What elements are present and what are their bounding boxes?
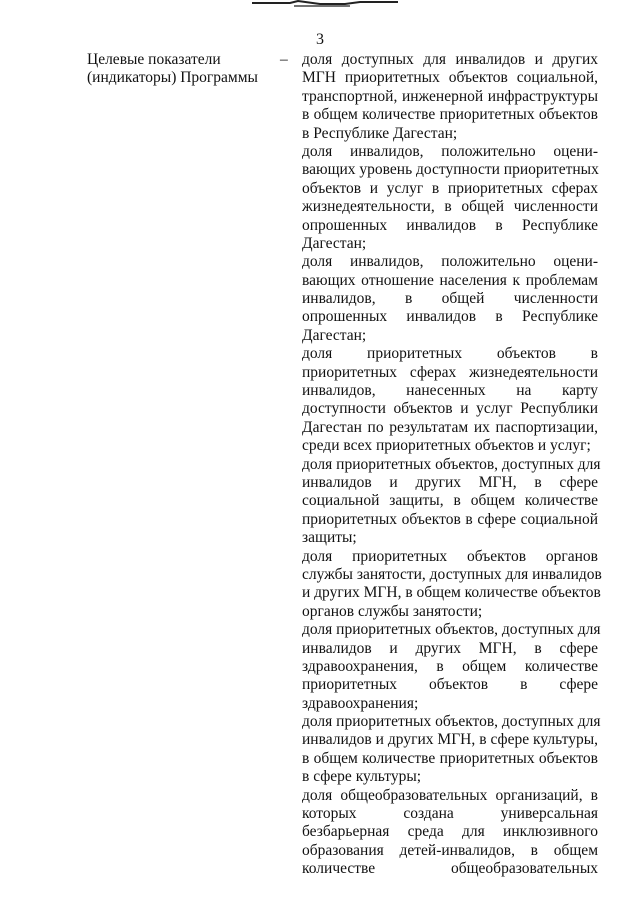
indicator-item (302, 621, 601, 713)
indicator-line: которых создана универсальная (302, 805, 598, 823)
indicators-label-line: Целевые показатели (87, 51, 221, 68)
indicator-line: доля приоритетных объектов органов (302, 547, 598, 565)
indicators-label (87, 51, 277, 88)
indicator-line: инвалидов, нанесенных на карту (302, 382, 598, 400)
indicator-line: доля приоритетных объектов в (302, 345, 598, 363)
indicator-line: в общем количестве приоритетных объектов (302, 106, 598, 124)
indicator-item (302, 143, 598, 253)
indicator-line: количестве общеобразовательных (302, 860, 598, 878)
indicator-line: опрошенных инвалидов в Республике (302, 216, 598, 234)
indicator-line: инвалидов и других МГН, в сфере (302, 639, 598, 657)
indicator-line: безбарьерная среда для инклюзивного (302, 823, 598, 841)
indicators-label-line: (индикаторы) Программы (87, 69, 258, 87)
indicator-line: доля общеобразовательных организаций, в (302, 786, 598, 804)
scan-artifact-mark (250, 0, 400, 8)
indicator-line: доступности объектов и услуг Республики (302, 400, 598, 418)
indicator-line: вающих отношение населения к проблемам (302, 271, 598, 289)
indicator-line: объектов и услуг в приоритетных сферах (302, 179, 598, 197)
indicator-line: защиты; (302, 529, 357, 547)
separator-dash: – (280, 51, 288, 68)
indicator-line: в общем количестве приоритетных объектов (302, 749, 598, 767)
indicator-line: в Республике Дагестан; (302, 124, 458, 142)
indicator-line: инвалидов, в общей численности (302, 290, 598, 308)
indicator-line: инвалидов и других МГН, в сфере культуры, (302, 731, 598, 749)
indicator-line: Дагестан; (302, 234, 367, 252)
indicator-line: здравоохранения; (302, 694, 419, 712)
indicators-list (302, 51, 602, 879)
indicator-line: жизнедеятельности, в общей численности (302, 198, 598, 216)
indicator-item (302, 253, 598, 345)
page-number: 3 (316, 31, 324, 48)
indicator-item (302, 547, 602, 622)
indicator-line: Дагестан; (302, 326, 367, 344)
indicator-line: доля доступных для инвалидов и других (302, 51, 598, 68)
indicator-item (302, 455, 601, 548)
indicator-line: здравоохранения, в общем количестве (302, 657, 598, 675)
indicator-line: приоритетных объектов в сфере (302, 676, 598, 694)
indicator-line: органов службы занятости; (302, 602, 483, 620)
indicator-item (302, 713, 601, 787)
indicator-item (302, 51, 598, 143)
indicator-line: социальной защиты, в общем количестве (302, 492, 598, 510)
indicator-line: Дагестан по результатам их паспортизации, (302, 418, 598, 436)
indicator-line: доля приоритетных объектов, доступных для (302, 455, 601, 473)
indicator-line: и других МГН, в общем количестве объектов (302, 584, 601, 602)
indicator-line: образования детей-инвалидов, в общем (302, 841, 598, 859)
indicator-line: доля инвалидов, положительно оцени- (302, 253, 598, 271)
indicator-line: в сфере культуры; (302, 768, 422, 786)
indicator-line: среди всех приоритетных объектов и услуг; (302, 437, 591, 455)
indicator-line: инвалидов и других МГН, в сфере (302, 473, 598, 491)
indicator-line: доля инвалидов, положительно оцени- (302, 142, 598, 160)
indicator-line: доля приоритетных объектов, доступных для (302, 713, 601, 731)
indicator-line: МГН приоритетных объектов социальной, (302, 69, 598, 87)
indicator-line: доля приоритетных объектов, доступных для (302, 621, 601, 639)
indicator-line: вающих уровень доступности приоритетных (302, 161, 599, 179)
indicator-line: службы занятости, доступных для инвалидов (302, 565, 602, 583)
indicator-line: транспортной, инженерной инфраструктуры (302, 87, 598, 105)
indicator-line: приоритетных объектов в сфере социальной (302, 510, 598, 528)
indicator-item (302, 345, 598, 455)
indicator-item (302, 787, 598, 879)
indicator-line: приоритетных сферах жизнедеятельности (302, 363, 598, 381)
indicator-line: опрошенных инвалидов в Республике (302, 308, 598, 326)
